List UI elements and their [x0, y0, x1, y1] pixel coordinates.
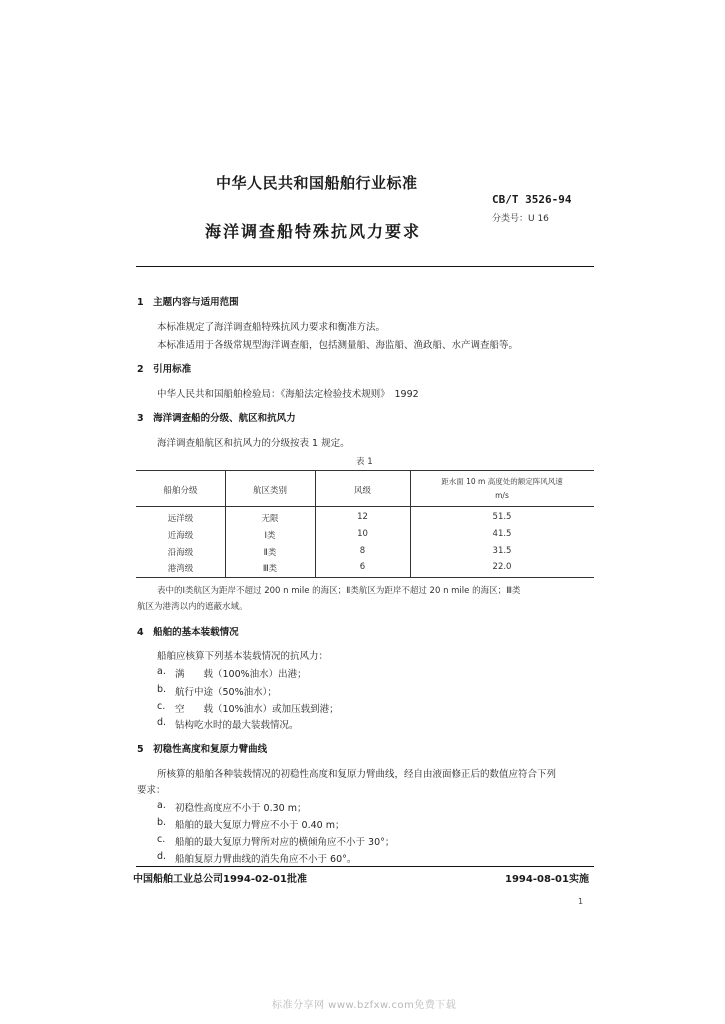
table-note-line-2: 航区为港湾以内的遮蔽水域。 — [137, 602, 248, 612]
standard-code: CB/T 3526-94 — [492, 193, 572, 206]
table-cell: 近海级 — [167, 531, 194, 541]
list-item-label: d. — [157, 717, 167, 728]
table-header-cell: 风级 — [353, 486, 371, 496]
table-cell: 22.0 — [492, 562, 512, 572]
table-cell: 远洋级 — [167, 514, 194, 524]
table-bottom-border — [136, 577, 594, 578]
table-cell: Ⅲ类 — [262, 564, 278, 574]
list-item: 船舶的最大复原力臂所对应的横倾角应不小于 30°； — [175, 837, 395, 848]
table-header-cell: 距水面 10 m 高度处的额定阵风风速 — [441, 477, 563, 486]
list-item-label: c. — [157, 701, 166, 712]
list-item-label: d. — [157, 851, 167, 862]
list-item: 初稳性高度应不小于 0.30 m； — [175, 803, 307, 814]
table-cell: 无限 — [261, 514, 279, 524]
table-header-cell: 船舶分级 — [163, 486, 198, 496]
list-item: 船舶复原力臂曲线的消失角应不小于 60°。 — [175, 854, 357, 865]
table-cell: 31.5 — [492, 546, 512, 556]
header-divider — [136, 266, 594, 267]
footer-divider — [136, 866, 594, 867]
document-title: 海洋调查船特殊抗风力要求 — [205, 222, 422, 241]
list-item: 满 载（100%油水）出港； — [175, 669, 307, 680]
list-item: 钻构吃水时的最大装载情况。 — [175, 720, 299, 731]
watermark: 标准分享网 www.bzfxw.com免费下载 — [272, 1000, 457, 1011]
table-cell: 港湾级 — [167, 564, 194, 574]
list-item-label: b. — [157, 684, 167, 695]
list-item-label: c. — [157, 834, 166, 845]
list-item-label: a. — [157, 666, 166, 677]
list-item-label: b. — [157, 817, 167, 828]
table-cell: 51.5 — [492, 512, 512, 522]
approval-line: 中国船舶工业总公司1994-02-01批准 — [133, 874, 307, 885]
table-cell: 41.5 — [492, 529, 512, 539]
section-1-heading: 1 主题内容与适用范围 — [137, 297, 239, 308]
effective-date: 1994-08-01实施 — [505, 874, 589, 885]
section-5-heading: 5 初稳性高度和复原力臂曲线 — [137, 744, 268, 755]
list-item-label: a. — [157, 800, 166, 811]
table-cell: 10 — [357, 529, 368, 539]
section-1-paragraph-1: 本标准规定了海洋调查船特殊抗风力要求和衡准方法。 — [157, 322, 386, 333]
list-item: 船舶的最大复原力臂应不小于 0.40 m； — [175, 820, 345, 831]
table-note-line-1: 表中的Ⅰ类航区为距岸不超过 200 n mile 的海区；Ⅱ类航区为距岸不超过 20 n mile 的海区；Ⅲ类 — [157, 586, 521, 596]
section-3-paragraph-1: 海洋调查船航区和抗风力的分级按表 1 规定。 — [157, 438, 350, 449]
table-cell: 沿海级 — [167, 548, 194, 558]
section-4-heading: 4 船舶的基本装载情况 — [137, 627, 239, 638]
table-header-cell: 航区类别 — [252, 486, 287, 496]
standard-organization-title: 中华人民共和国船舶行业标准 — [216, 174, 418, 192]
table-cell: 8 — [359, 546, 366, 556]
table-top-border — [136, 470, 594, 471]
table-1-caption: 表 1 — [356, 457, 373, 467]
table-cell: 12 — [357, 512, 368, 522]
table-header-border — [136, 506, 594, 507]
list-item: 航行中途（50%油水）； — [175, 687, 277, 698]
section-5-paragraph-line-1: 所核算的船舶各种装载情况的初稳性高度和复原力臂曲线，经自由液面修正后的数值应符合下列 — [157, 769, 557, 780]
table-cell: Ⅰ类 — [264, 531, 276, 541]
section-4-paragraph-1: 船舶应核算下列基本装载情况的抗风力： — [157, 651, 329, 662]
section-5-paragraph-line-2: 要求： — [137, 785, 166, 796]
table-header-unit: m/s — [495, 491, 509, 500]
section-3-heading: 3 海洋调查船的分级、航区和抗风力 — [137, 413, 296, 424]
table-cell: Ⅱ类 — [263, 548, 277, 558]
page-number: 1 — [578, 897, 584, 906]
classification-number: 分类号：U 16 — [492, 214, 549, 224]
section-1-paragraph-2: 本标准适用于各级常规型海洋调查船，包括测量船、海监船、渔政船、水产调查船等。 — [157, 340, 519, 351]
section-2-heading: 2 引用标准 — [137, 364, 192, 375]
table-cell: 6 — [359, 562, 366, 572]
list-item: 空 载（10%油水）或加压载到港； — [175, 704, 339, 715]
section-2-paragraph-1: 中华人民共和国船舶检验局：《海船法定检验技术规则》 1992 — [157, 389, 419, 400]
